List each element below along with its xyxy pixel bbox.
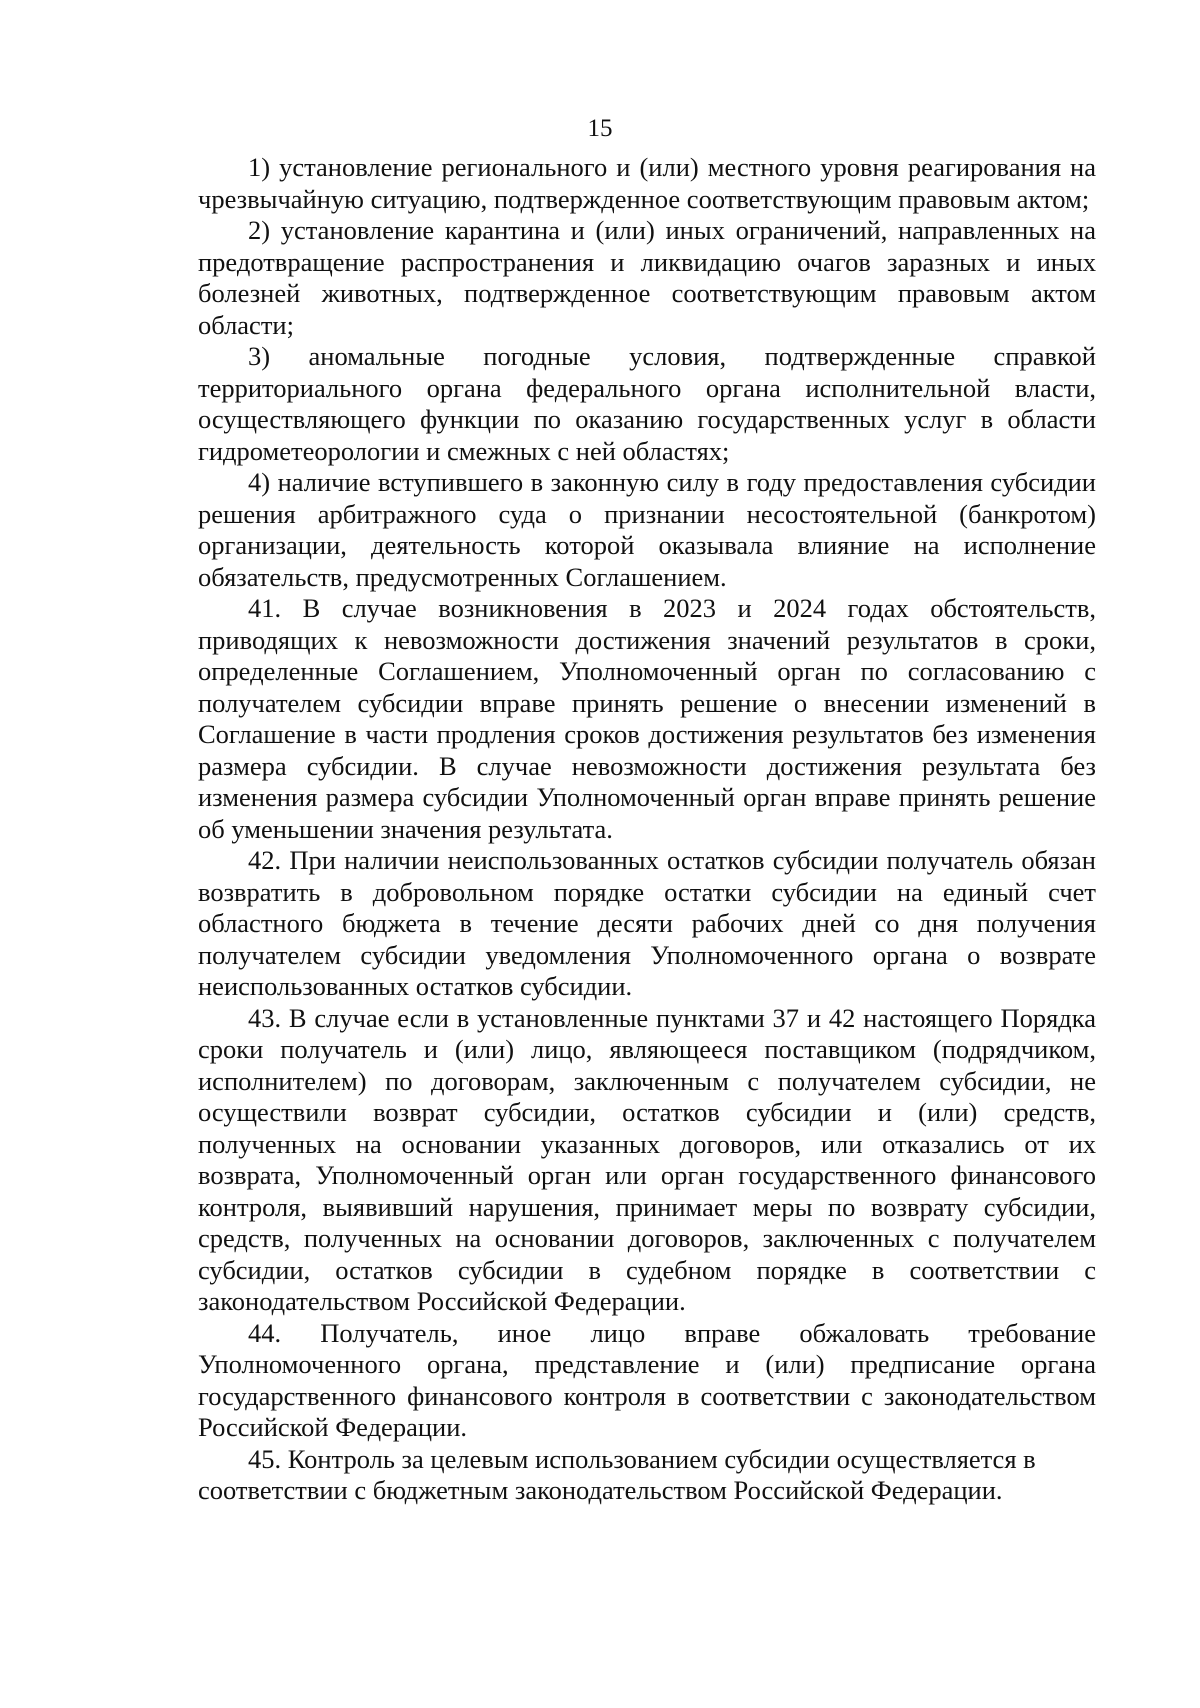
paragraph-41: 41. В случае возникновения в 2023 и 2024 годах обстоятельств, приводящих к невозможности достижения значений результатов в сроки, определенные Соглашением, Уполномоченный орган по согласованию с получателем субсидии вправе принять решение о внесении изменений в Соглашение в части продления сроков достижения результатов без изменения размера субсидии. В случае невозможности достижения результата без изменения размера субсидии Уполномоченный орган вправе принять решение об уменьшении значения результата. bbox=[198, 593, 1096, 844]
paragraph-item-1: 1) установление регионального и (или) местного уровня реагирования на чрезвычайную ситуацию, подтвержденное соответствующим правовым актом; bbox=[198, 152, 1096, 214]
page-number: 15 bbox=[587, 115, 613, 142]
paragraph-item-2: 2) установление карантина и (или) иных ограничений, направленных на предотвращение распространения и ликвидацию очагов заразных и иных болезней животных, подтвержденное соответствующим правовым актом области; bbox=[198, 215, 1096, 340]
paragraph-item-3: 3) аномальные погодные условия, подтвержденные справкой территориального органа федерального органа исполнительной власти, осуществляющего функции по оказанию государственных услуг в области гидрометеорологии и смежных с ней областях; bbox=[198, 341, 1096, 466]
paragraph-45: 45. Контроль за целевым использованием субсидии осуществляется в соответствии с бюджетным законодательством Российской Федерации. bbox=[198, 1443, 1036, 1505]
paragraph-43: 43. В случае если в установленные пунктами 37 и 42 настоящего Порядка сроки получатель и (или) лицо, являющееся поставщиком (подрядчиком, исполнителем) по договорам, заключенным с получателем субсидии, не осуществили возврат субсидии, остатков субсидии и (или) средств, полученных на основании указанных договоров, или отказались от их возврата, Уполномоченный орган или орган государственного финансового контроля, выявивший нарушения, принимает меры по возврату субсидии, средств, полученных на основании договоров, заключенных с получателем субсидии, остатков субсидии в судебном порядке в соответствии с законодательством Российской Федерации. bbox=[198, 1002, 1096, 1316]
paragraph-42: 42. При наличии неиспользованных остатков субсидии получатель обязан возвратить в добровольном порядке остатки субсидии на единый счет областного бюджета в течение десяти рабочих дней со дня получения получателем субсидии уведомления Уполномоченного органа о возврате неиспользованных остатков субсидии. bbox=[198, 845, 1096, 1001]
document-body bbox=[198, 152, 1096, 1507]
paragraph-item-4: 4) наличие вступившего в законную силу в году предоставления субсидии решения арбитражного суда о признании несостоятельной (банкротом) организации, деятельность которой оказывала влияние на исполнение обязательств, предусмотренных Соглашением. bbox=[198, 467, 1096, 592]
paragraph-44: 44. Получатель, иное лицо вправе обжаловать требование Уполномоченного органа, представление и (или) предписание органа государственного финансового контроля в соответствии с законодательством Российской Федерации. bbox=[198, 1317, 1096, 1442]
